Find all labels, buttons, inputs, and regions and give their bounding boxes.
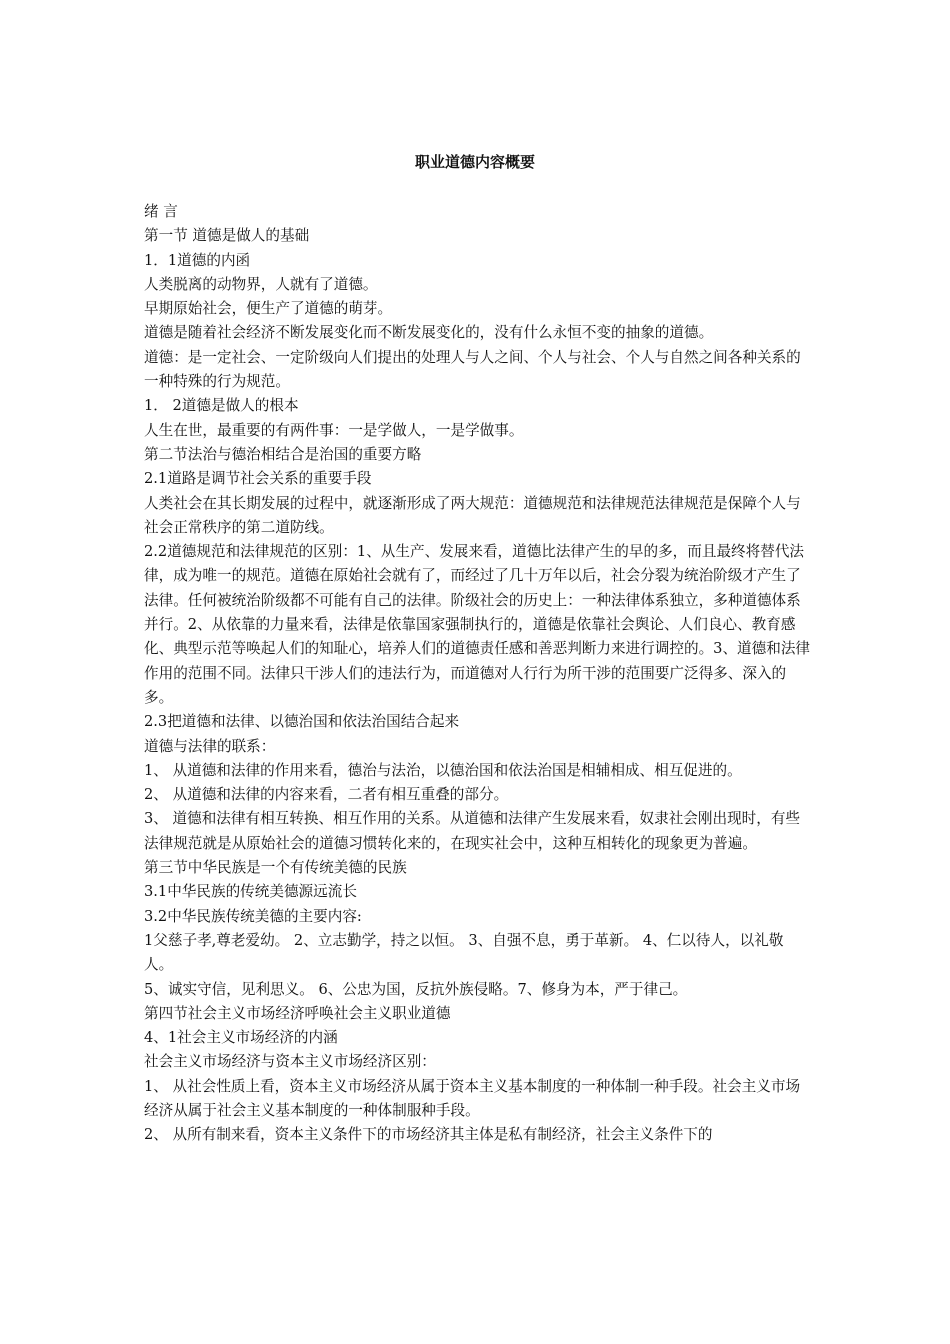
paragraph: 绪 言: [144, 203, 178, 220]
subsection-heading: 4、1社会主义市场经济的内涵: [144, 1029, 338, 1047]
paragraph: 道德与法律的联系：: [144, 737, 276, 755]
section-heading: 第三节中华民族是一个有传统美德的民族: [144, 859, 407, 877]
document-title: 职业道德内容概要: [414, 153, 535, 171]
section-heading: 第四节社会主义市场经济呼唤社会主义职业道德: [144, 1004, 451, 1022]
paragraph: 早期原始社会，便生产了道德的萌芽。: [144, 300, 393, 318]
paragraph: 道德：是一定社会、一定阶级向人们提出的处理人与人之间、个人与社会、个人与自然之间各种关系的一种特殊的行为规范。: [144, 348, 801, 391]
paragraph: 人类脱离的动物界，人就有了道德。: [144, 275, 378, 293]
list-item: 1、 从道德和法律的作用来看，德治与法治，以德治国和依法治国是相辅相成、相互促进的。: [144, 761, 742, 779]
list-item: 3、 道德和法律有相互转换、相互作用的关系。从道德和法律产生发展来看，奴隶社会刚出现时，有些法律规范就是从原始社会的道德习惯转化来的，在现实社会中，这种互相转化的现象更为普遍。: [144, 810, 801, 852]
subsection-heading: 3.2中华民族传统美德的主要内容:: [144, 907, 362, 925]
paragraph: 社会主义市场经济与资本主义市场经济区别：: [144, 1053, 436, 1071]
section-heading: 第一节 道德是做人的基础: [144, 227, 310, 245]
list-item: 2、 从道德和法律的内容来看，二者有相互重叠的部分。: [144, 786, 509, 804]
subsection-heading: 2.3把道德和法律、以德治国和依法治国结合起来: [144, 713, 460, 731]
paragraph: 1父慈子孝,尊老爱幼。 2、立志勤学，持之以恒。 3、自强不息，勇于革新。 4、仁以待人，以礼敬人。: [144, 931, 784, 974]
paragraph: 人类社会在其长期发展的过程中，就逐渐形成了两大规范：道德规范和法律规范法律规范是保障个人与社会正常秩序的第二道防线。: [144, 494, 801, 536]
list-item: 1、 从社会性质上看，资本主义市场经济从属于资本主义基本制度的一种体制一种手段。社会主义市场经济从属于社会主义基本制度的一种体制服种手段。: [144, 1077, 801, 1119]
subsection-heading: 1．1道德的内函: [144, 251, 251, 269]
section-heading: 第二节法治与德治相结合是治国的重要方略: [144, 445, 422, 463]
subsection-heading: 2.1道路是调节社会关系的重要手段: [144, 470, 372, 488]
list-item: 2、 从所有制来看，资本主义条件下的市场经济其主体是私有制经济，社会主义条件下的: [144, 1126, 713, 1144]
paragraph: 人生在世，最重要的有两件事：一是学做人，一是学做事。: [144, 421, 524, 439]
paragraph: 2.2道德规范和法律规范的区别：1、从生产、发展来看，道德比法律产生的早的多，而且最终将替代法律，成为唯一的规范。道德在原始社会就有了，而经过了几十万年以后，社会分裂为统治阶级才产生了法律。任何被统治阶级都不可能有自己的法律。阶级社会的历史上：一种法律体系独立，多种道德体系并行。2、从依靠的力量来看，法律是依靠国家强制执行的，道德是依靠社会舆论、人们良心、教育感化、典型示范等唤起人们的知耻心，培养人们的道德责任感和善恶判断力来进行调控的。3、道德和法律作用的范围不同。法律只干涉人们的违法行为，而道德对人行行为所干涉的范围要广泛得多、深入的多。: [144, 543, 811, 706]
paragraph: 道德是随着社会经济不断发展变化而不断发展变化的，没有什么永恒不变的抽象的道德。: [144, 324, 714, 342]
document-body: [144, 200, 812, 1148]
subsection-heading: 3.1中华民族的传统美德源远流长: [144, 883, 357, 901]
paragraph: 5、诚实守信，见利思义。 6、公忠为国，反抗外族侵略。7、修身为本，严于律己。: [144, 980, 688, 998]
subsection-heading: 1． 2道德是做人的根本: [144, 397, 299, 415]
